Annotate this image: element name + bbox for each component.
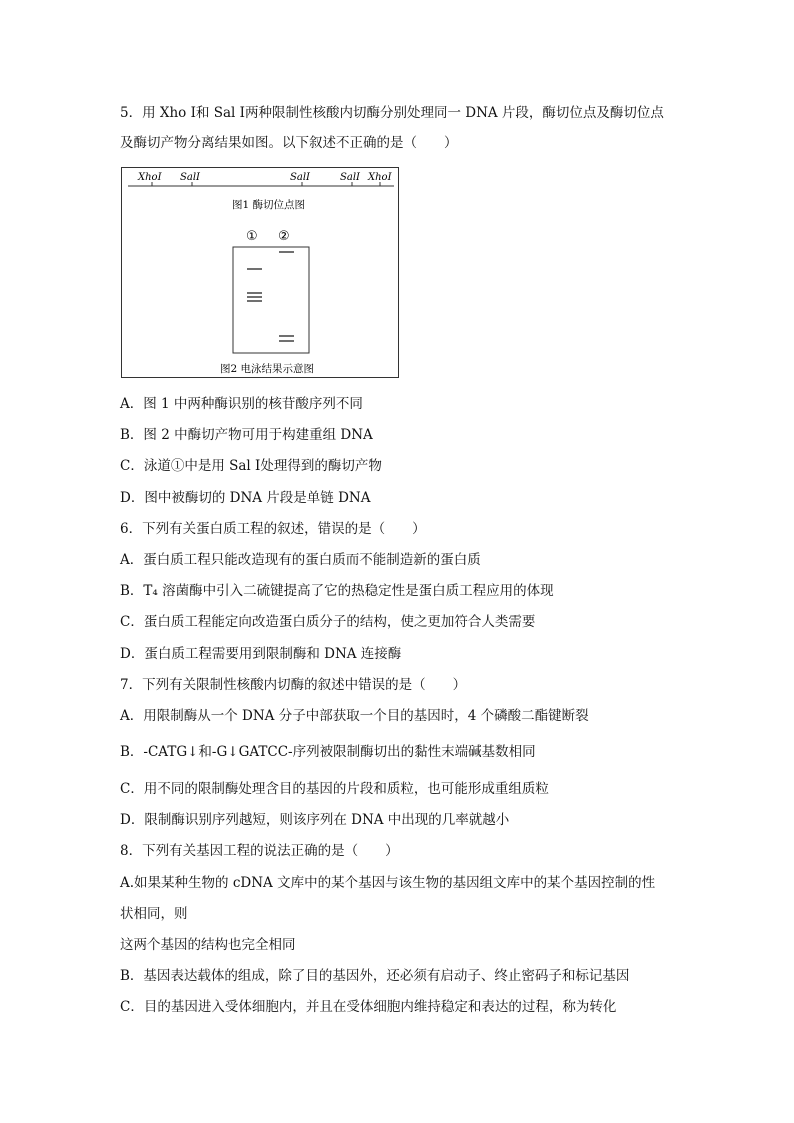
site-label-1: XhoⅠ [138, 172, 162, 183]
q7-stem: 7．下列有关限制性核酸内切酶的叙述中错误的是（ ） [120, 677, 467, 693]
lane-2-label: ② [278, 229, 290, 244]
q8-option-c: C．目的基因进入受体细胞内，并且在受体细胞内维持稳定和表达的过程，称为转化 [120, 999, 617, 1015]
site-label-4: SalⅠ [340, 172, 360, 183]
q8-option-b: B．基因表达载体的组成，除了目的基因外，还必须有启动子、终止密码子和标记基因 [120, 968, 630, 984]
fig2-caption: 图2 电泳结果示意图 [220, 363, 315, 375]
q5-option-b: B．图 2 中酶切产物可用于构建重组 DNA [120, 427, 373, 443]
site-label-2: SalⅠ [180, 172, 200, 183]
q5-option-d: D．图中被酶切的 DNA 片段是单链 DNA [120, 490, 371, 506]
q7-option-b: B．-CATG↓和-G↓GATCC-序列被限制酶切出的黏性末端碱基数相同 [120, 744, 536, 760]
q6-stem: 6．下列有关蛋白质工程的叙述，错误的是（ ） [120, 521, 426, 537]
lane-1-label: ① [246, 229, 258, 244]
q8-stem: 8．下列有关基因工程的说法正确的是（ ） [120, 843, 399, 859]
q8-option-a-line2: 状相同，则 [120, 906, 188, 922]
q8-option-a-line1: A.如果某种生物的 cDNA 文库中的某个基因与该生物的基因组文库中的某个基因控制的性 [120, 875, 656, 891]
site-label-3: SalⅠ [290, 172, 310, 183]
q6-option-d: D．蛋白质工程需要用到限制酶和 DNA 连接酶 [120, 646, 402, 662]
q8-option-a-line3: 这两个基因的结构也完全相同 [120, 937, 296, 953]
q5-stem-line1: 5．用 Xho Ⅰ和 Sal Ⅰ两种限制性核酸内切酶分别处理同一 DNA 片段，酶切位点及酶切位点 [120, 105, 664, 121]
q7-option-a: A．用限制酶从一个 DNA 分子中部获取一个目的基因时，4 个磷酸二酯键断裂 [120, 708, 589, 724]
q5-stem-line2: 及酶切产物分离结果如图。以下叙述不正确的是（ ） [120, 135, 458, 151]
q5-figure [121, 167, 399, 378]
site-label-5: XhoⅠ [368, 172, 392, 183]
q6-option-c: C．蛋白质工程能定向改造蛋白质分子的结构，使之更加符合人类需要 [120, 614, 536, 630]
q7-option-d: D．限制酶识别序列越短，则该序列在 DNA 中出现的几率就越小 [120, 812, 510, 828]
q7-option-c: C．用不同的限制酶处理含目的基因的片段和质粒，也可能形成重组质粒 [120, 781, 549, 797]
q5-option-c: C．泳道①中是用 Sal Ⅰ处理得到的酶切产物 [120, 458, 382, 474]
q5-option-a: A．图 1 中两种酶识别的核苷酸序列不同 [120, 396, 363, 412]
gel-box [233, 247, 309, 353]
q6-option-a: A．蛋白质工程只能改造现有的蛋白质而不能制造新的蛋白质 [120, 552, 481, 568]
q6-option-b: B．T₄ 溶菌酶中引入二硫键提高了它的热稳定性是蛋白质工程应用的体现 [120, 583, 554, 599]
fig1-caption: 图1 酶切位点图 [232, 199, 306, 211]
